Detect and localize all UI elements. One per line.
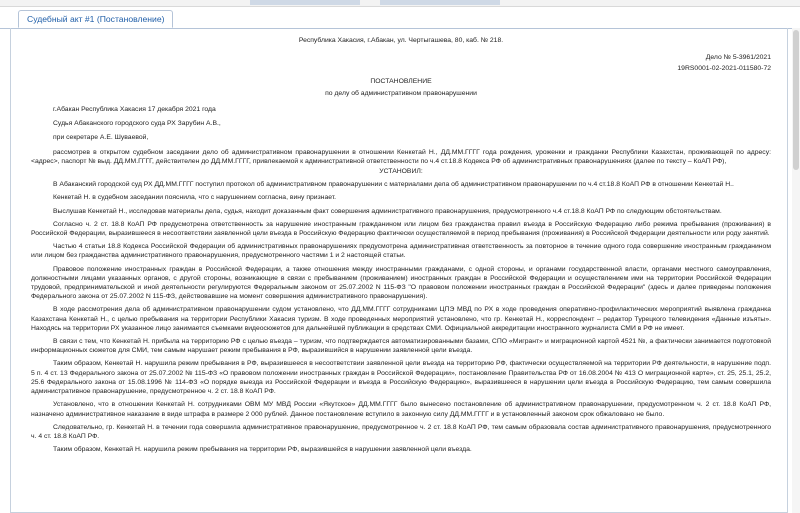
paragraph: Выслушав Кенкетай Н., исследовав материалы дела, судья, находит доказанным факт совершения административного правонарушения, предусмотренного ч.4 ст.18.8 КоАП РФ по следующим обстоятельствам. <box>53 207 722 215</box>
vertical-scrollbar[interactable] <box>792 28 800 513</box>
tab-court-act-1[interactable]: Судебный акт #1 (Постановление) <box>18 10 173 28</box>
document-body <box>31 34 771 454</box>
document-panel <box>10 28 788 513</box>
paragraph: Кенкетай Н. в судебном заседании пояснила, что с нарушением согласна, вину признает. <box>53 194 337 202</box>
court-address: Республика Хакасия, г.Абакан, ул. Чертыгашева, 80, каб. № 218. <box>298 37 504 44</box>
top-strip-segment <box>380 0 500 5</box>
paragraph: В ходе рассмотрения дела об административном правонарушении судом установлено, что ДД.ММ.ГГГГ сотрудниками ЦПЭ МВД по РХ в ходе проведения оперативно-профилактических мероприятий выявлена гражданка Казахстана Кенкетай Н., с целью пребывания на территории Республики Хакасия туризм. В ходе проведенных мероприятий установлено, что гр. Кенкетай Н., корреспондент – редактор Турецкого телевидения «Данные изъяты». Находясь на территории РХ указанное лицо занимается съемками видеосюжетов для дальнейшей публикации в средствах СМИ. Официальной аккредитации иностранного журналиста СМИ в РФ не имеет. <box>31 306 771 332</box>
document-subtitle: по делу об административном правонарушении <box>325 89 477 97</box>
paragraph-considered: рассмотрев в открытом судебном заседании дело об административном правонарушении в отношении Кенкетай Н., ДД.ММ.ГГГГ года рождения, уроженки и гражданки Республики Казахстан, проживающей по адресу: <адрес>, паспорт № выд. ДД.ММ.ГГГГ, действителен до ДД.ММ.ГГГГ, привлекаемой к административной ответственности по ч.4 ст.18.8 Кодекса РФ об административных правонарушениях (далее по тексту – КоАП РФ), <box>31 148 771 165</box>
paragraph: Установлено, что в отношении Кенкетай Н. сотрудниками ОВМ МУ МВД России «Якутское» ДД.ММ.ГГГГ было вынесено постановление об административном правонарушении, предусмотренном ч. 2 ст. 18.8 КоАП РФ, назначено административное наказание в виде штрафа в размере 2 000 рублей. Данное постановление вступило в законную силу ДД.ММ.ГГГГ и в установленный законом срок обжаловано не было. <box>31 401 771 418</box>
paragraph: Частью 4 статьи 18.8 Кодекса Российской Федерации об административных правонарушениях предусмотрена административная ответственность за повторное в течение одного года совершение иностранным гражданином или лицом без гражданства административного правонарушения, предусмотренного частями 1 и 2 настоящей статьи. <box>31 243 771 260</box>
place-date: г.Абакан Республика Хакасия 17 декабря 2021 года <box>53 106 216 114</box>
tab-bar <box>0 6 800 29</box>
paragraph: Согласно ч. 2 ст. 18.8 КоАП РФ предусмотрена ответственность за нарушение иностранным гражданином или лицом без гражданства правил въезда в Российскую Федерацию либо режима пребывания (проживания) в Российской Федерации, выразившееся в несоответствии заявленной цели въезда в Российскую Федерацию фактически осуществляемой в период пребывания (проживания) в Российской Федерации деятельности или роду занятий. <box>31 220 771 238</box>
secretary-line: при секретаре А.Е. Шуваевой, <box>53 134 149 142</box>
paragraph: В связи с тем, что Кенкетай Н. прибыла на территорию РФ с целью въезда – туризм, что подтверждается автоматизированными базами, СПО «Мигрант» и миграционной картой 4521 №, а фактически занимается подготовкой информационных сюжетов для СМИ, тем самым нарушает режим пребывания в РФ, выразившийся в нарушении заявленной цели въезда. <box>31 338 771 355</box>
paragraph: Правовое положение иностранных граждан в Российской Федерации, а также отношения между иностранными гражданами, с одной стороны, и органами государственной власти, органами местного самоуправления, должностными лицами указанных органов, с другой стороны, возникающие в связи с пребыванием (проживанием) иностранных граждан в Российской Федерации и осуществлением ими на территории Российской Федерации трудовой, предпринимательской и иной деятельности регулируются Федеральным законом от 25.07.2002 N 115-ФЗ "О правовом положении иностранных граждан в Российской Федерации" (здесь и далее приведены положения Федерального закона от 25.07.2002 N 115-ФЗ, действовавшие на момент совершения административного правонарушения). <box>31 265 771 301</box>
case-number: Дело № 5-3961/2021 <box>705 54 771 62</box>
paragraph: Таким образом, Кенкетай Н. нарушила режим пребывания в РФ, выразившееся в несоответствии заявленной цели въезда на территорию РФ, фактически осуществляемой на территории РФ деятельности, в нарушение подп. 5 п. 4 ст. 13 Федерального закона от 25.07.2002 № 115-ФЗ «О правовом положении иностранных граждан в Российской Федерации», постановление Правительства РФ от 16.08.2004 № 413 О миграционной карте», ст. 25, 25.1, 25.2, 25.6 Федерального закона от 15.08.1996 № 114-ФЗ «О порядке выезда из Российской Федерации и въезда в Российскую Федерацию», выразившееся в нарушении цели въезда в Российскую Федерацию, тем самым совершила административное правонарушение, предусмотренное ч. 2 ст. 18.8 КоАП РФ. <box>31 360 771 396</box>
paragraph: В Абаканский городской суд РХ ДД.ММ.ГГГГ поступил протокол об административном правонарушении с материалами дела об административном правонарушении по ч.4 ст.18.8 КоАП РФ в отношении Кенкетай Н.. <box>53 181 734 189</box>
top-strip-segment <box>250 0 360 5</box>
paragraph: Таким образом, Кенкетай Н. нарушила режим пребывания на территории РФ, выразившейся в нарушении заявленной цели въезда. <box>53 446 472 454</box>
paragraph: Следовательно, гр. Кенкетай Н. в течении года совершила административное правонарушение, предусмотренное ч. 2 ст. 18.8 КоАП РФ, тем самым образовала состав административного правонарушения, предусмотренного ч. 4 ст. 18.8 КоАП РФ. <box>31 423 771 440</box>
judge-line: Судья Абаканского городского суда РХ Зарубин А.В., <box>53 120 221 128</box>
document-title: ПОСТАНОВЛЕНИЕ <box>370 77 432 85</box>
established-heading: УСТАНОВИЛ: <box>379 168 423 176</box>
scrollbar-thumb[interactable] <box>793 30 799 170</box>
case-uid: 19RS0001-02-2021-011580-72 <box>677 65 771 73</box>
